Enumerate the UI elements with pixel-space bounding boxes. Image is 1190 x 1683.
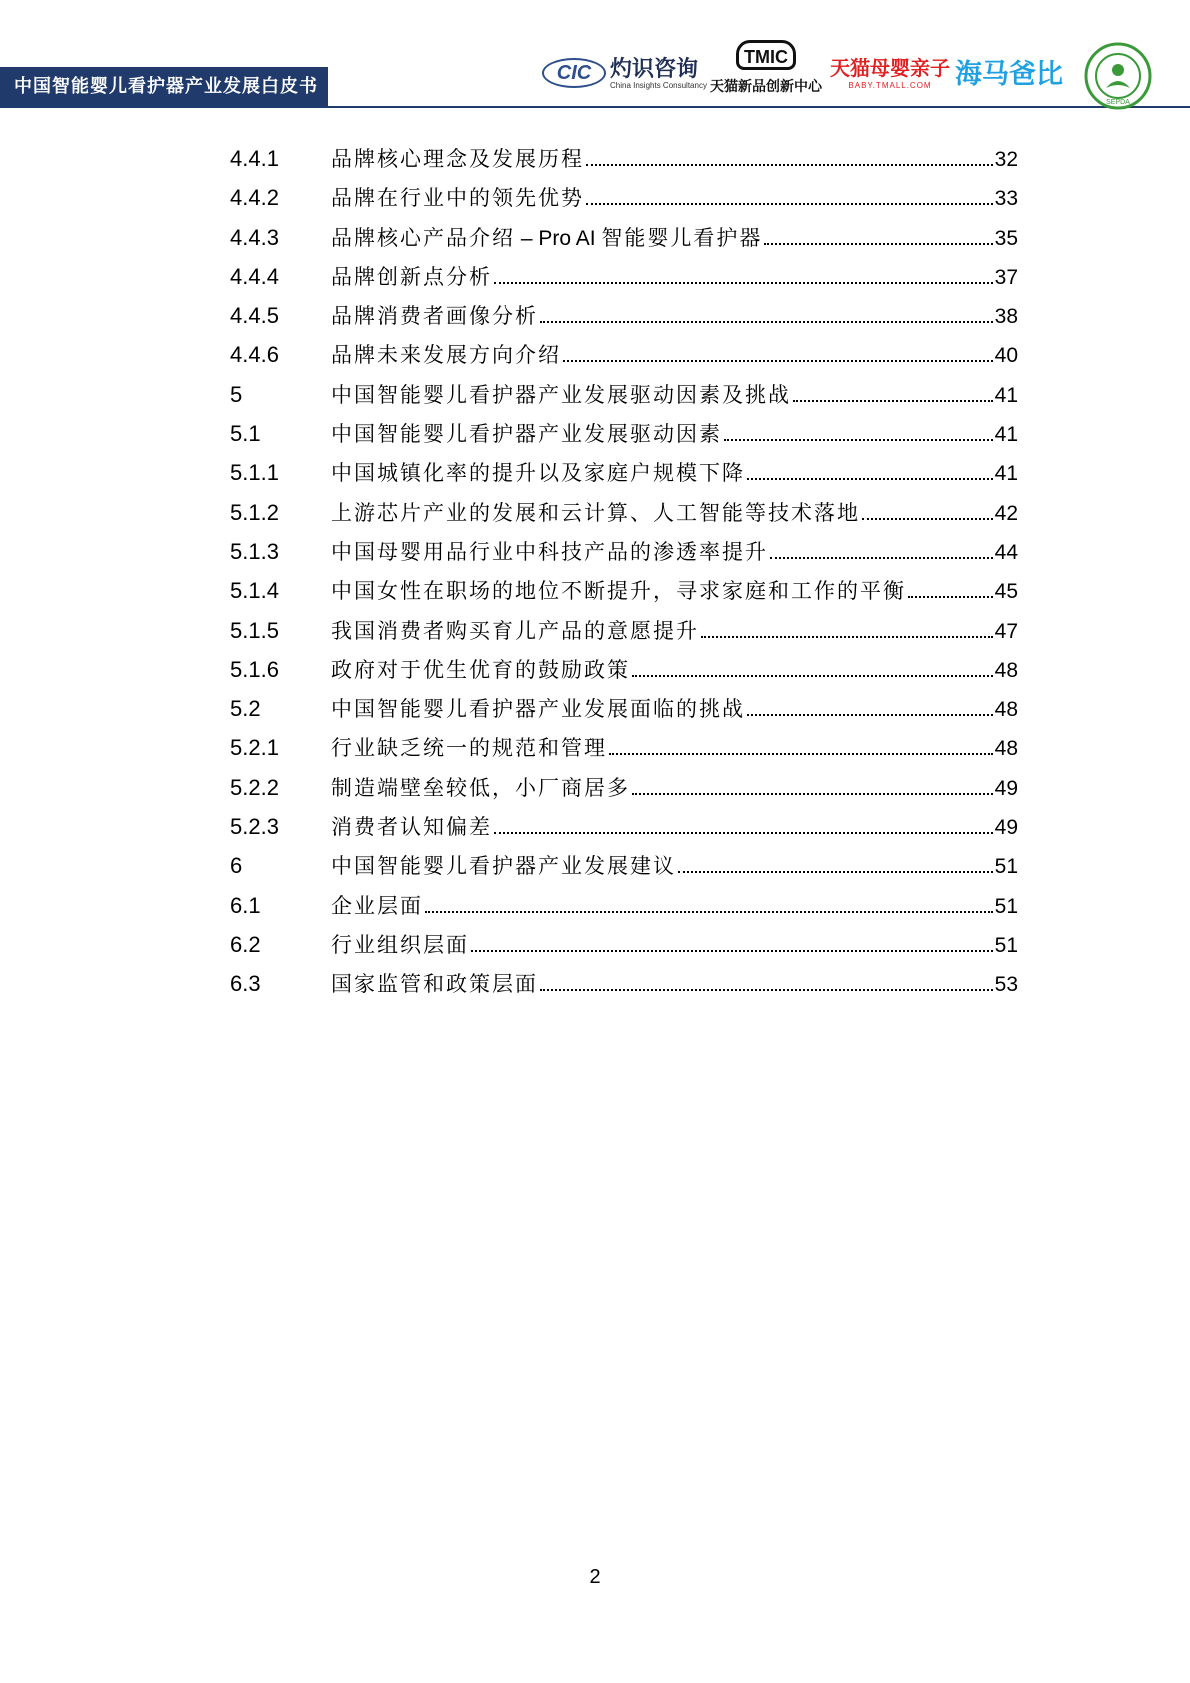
toc-leader-dots [494,282,993,284]
toc-page-number: 51 [994,855,1018,879]
tmall-baby-logo [830,52,950,92]
cic-logo-name-cn: 灼识咨询 [610,57,699,82]
toc-leader-dots [632,675,993,677]
toc-row[interactable] [230,732,1018,771]
toc-row[interactable] [230,182,1018,221]
toc-page-number: 45 [994,580,1018,604]
toc-leader-dots [632,793,993,795]
toc-row[interactable] [230,222,1018,261]
toc-leader-dots [540,321,993,323]
toc-number: 4.4.6 [230,342,279,368]
toc-leader-dots [747,714,993,716]
toc-title: 上游芯片产业的发展和云计算、人工智能等技术落地 [331,500,860,525]
toc-row[interactable] [230,929,1018,968]
toc-leader-dots [425,911,993,913]
toc-leader-dots [908,596,993,598]
toc-leader-dots [609,753,993,755]
toc-number: 5.1.1 [230,460,279,486]
toc-title: 企业层面 [331,893,423,918]
toc-number: 6.3 [230,971,261,997]
toc-page-number: 49 [994,816,1018,840]
toc-title-part: 品牌核心产品介绍 [331,225,515,250]
toc-title: 中国智能婴儿看护器产业发展建议 [331,854,676,879]
toc-row[interactable] [230,968,1018,1007]
toc-row[interactable] [230,143,1018,182]
toc-row[interactable] [230,339,1018,378]
toc-row[interactable] [230,615,1018,654]
toc-leader-dots [678,871,993,873]
toc-number: 4.4.3 [230,224,279,250]
toc-title-latin: – Pro AI [515,226,602,250]
toc-title: 品牌核心理念及发展历程 [331,147,584,171]
toc-title: 中国智能婴儿看护器产业发展面临的挑战 [331,697,745,722]
toc-page-number: 41 [994,383,1018,407]
toc-number: 5.2.2 [230,774,279,800]
toc-title [331,222,762,252]
toc-leader-dots [471,950,993,952]
tmic-logo-text: 天猫新品创新中心 [710,79,822,95]
toc-number: 5.2.1 [230,735,279,761]
toc-leader-dots [540,989,993,991]
toc-page-number: 41 [994,462,1018,486]
toc-page-number: 51 [994,933,1018,957]
toc-leader-dots [586,164,993,166]
toc-number: 5.2.3 [230,814,279,840]
toc-row[interactable] [230,693,1018,732]
toc-number: 4.4.1 [230,146,279,171]
toc-leader-dots [586,203,993,205]
toc-number: 5.1.6 [230,656,279,682]
toc-page-number: 49 [994,776,1018,800]
toc-page-number: 51 [994,894,1018,918]
toc-leader-dots [793,400,993,402]
tmic-logo [708,40,824,102]
toc-number: 4.4.2 [230,185,279,211]
toc-page-number: 48 [994,698,1018,722]
toc-title: 我国消费者购买育儿产品的意愿提升 [331,618,699,643]
header-rule [0,106,1190,108]
toc-page-number: 53 [994,973,1018,997]
tmall-baby-logo-text: 天猫母婴亲子 [830,56,950,80]
table-of-contents [230,143,1018,1008]
toc-title: 品牌创新点分析 [331,264,492,289]
toc-leader-dots [862,518,993,520]
page-number: 2 [589,1566,601,1588]
toc-title: 中国女性在职场的地位不断提升，寻求家庭和工作的平衡 [331,579,906,604]
toc-leader-dots [770,557,993,559]
toc-row[interactable] [230,379,1018,418]
toc-title: 消费者认知偏差 [331,815,492,840]
toc-row[interactable] [230,890,1018,929]
toc-row[interactable] [230,261,1018,300]
toc-number: 4.4.5 [230,303,279,329]
toc-title: 政府对于优生优育的鼓励政策 [331,657,630,682]
toc-row[interactable] [230,772,1018,811]
toc-page-number: 40 [994,344,1018,368]
toc-page-number: 48 [994,658,1018,682]
toc-row[interactable] [230,300,1018,339]
toc-number: 6.1 [230,892,261,918]
toc-page-number: 32 [994,148,1018,171]
toc-page-number: 44 [994,540,1018,564]
toc-page-number: 48 [994,737,1018,761]
toc-leader-dots [764,243,992,245]
tmall-baby-logo-url: BABY.TMALL.COM [848,81,932,90]
toc-row[interactable] [230,497,1018,536]
toc-page-number: 41 [994,423,1018,447]
toc-number: 5.1.4 [230,578,279,604]
toc-row[interactable] [230,575,1018,614]
toc-title: 国家监管和政策层面 [331,972,538,997]
sepda-logo-text: SEPDA [1106,99,1130,106]
toc-title: 品牌未来发展方向介绍 [331,343,561,368]
toc-number: 5.1 [230,421,261,447]
toc-title: 中国母婴用品行业中科技产品的渗透率提升 [331,539,768,564]
toc-number: 6 [230,853,243,879]
toc-title: 行业组织层面 [331,932,469,957]
toc-number: 5.1.5 [230,617,279,643]
toc-title-part: 智能婴儿看护器 [601,225,763,250]
toc-leader-dots [701,636,993,638]
sepda-emblem-icon [1084,42,1152,110]
toc-row[interactable] [230,654,1018,693]
toc-title: 行业缺乏统一的规范和管理 [331,736,607,761]
toc-row[interactable] [230,850,1018,889]
toc-number: 6.2 [230,931,261,957]
toc-leader-dots [563,360,993,362]
toc-row[interactable] [230,457,1018,496]
toc-leader-dots [494,832,993,834]
toc-leader-dots [724,439,993,441]
toc-page-number: 37 [994,265,1018,289]
toc-title: 制造端壁垒较低，小厂商居多 [331,775,630,800]
toc-row[interactable] [230,536,1018,575]
document-header-title: 中国智能婴儿看护器产业发展白皮书 [0,67,328,107]
toc-row[interactable] [230,811,1018,850]
haima-logo: 海马爸比 [955,59,1063,90]
toc-number: 5.2 [230,696,261,722]
cic-logo-name-en: China Insights Consultancy [610,81,707,90]
toc-page-number: 42 [994,501,1018,525]
toc-number: 4.4.4 [230,263,279,289]
toc-title: 中国智能婴儿看护器产业发展驱动因素 [331,422,722,447]
toc-leader-dots [747,478,993,480]
toc-title: 中国智能婴儿看护器产业发展驱动因素及挑战 [331,382,791,407]
toc-page-number: 47 [994,619,1018,643]
toc-title: 中国城镇化率的提升以及家庭户规模下降 [331,461,745,486]
toc-row[interactable] [230,418,1018,457]
toc-page-number: 35 [994,226,1018,250]
toc-page-number: 38 [994,305,1018,329]
toc-page-number: 33 [994,187,1018,211]
toc-title: 品牌消费者画像分析 [331,304,538,329]
toc-title: 品牌在行业中的领先优势 [331,186,584,211]
sepda-logo [1084,42,1152,110]
toc-number: 5.1.3 [230,538,279,564]
tmic-logo-mark: TMIC [736,40,796,70]
toc-number: 5 [230,381,243,407]
cic-logo [542,50,707,96]
toc-number: 5.1.2 [230,499,279,525]
cic-logo-mark: CIC [542,58,606,88]
